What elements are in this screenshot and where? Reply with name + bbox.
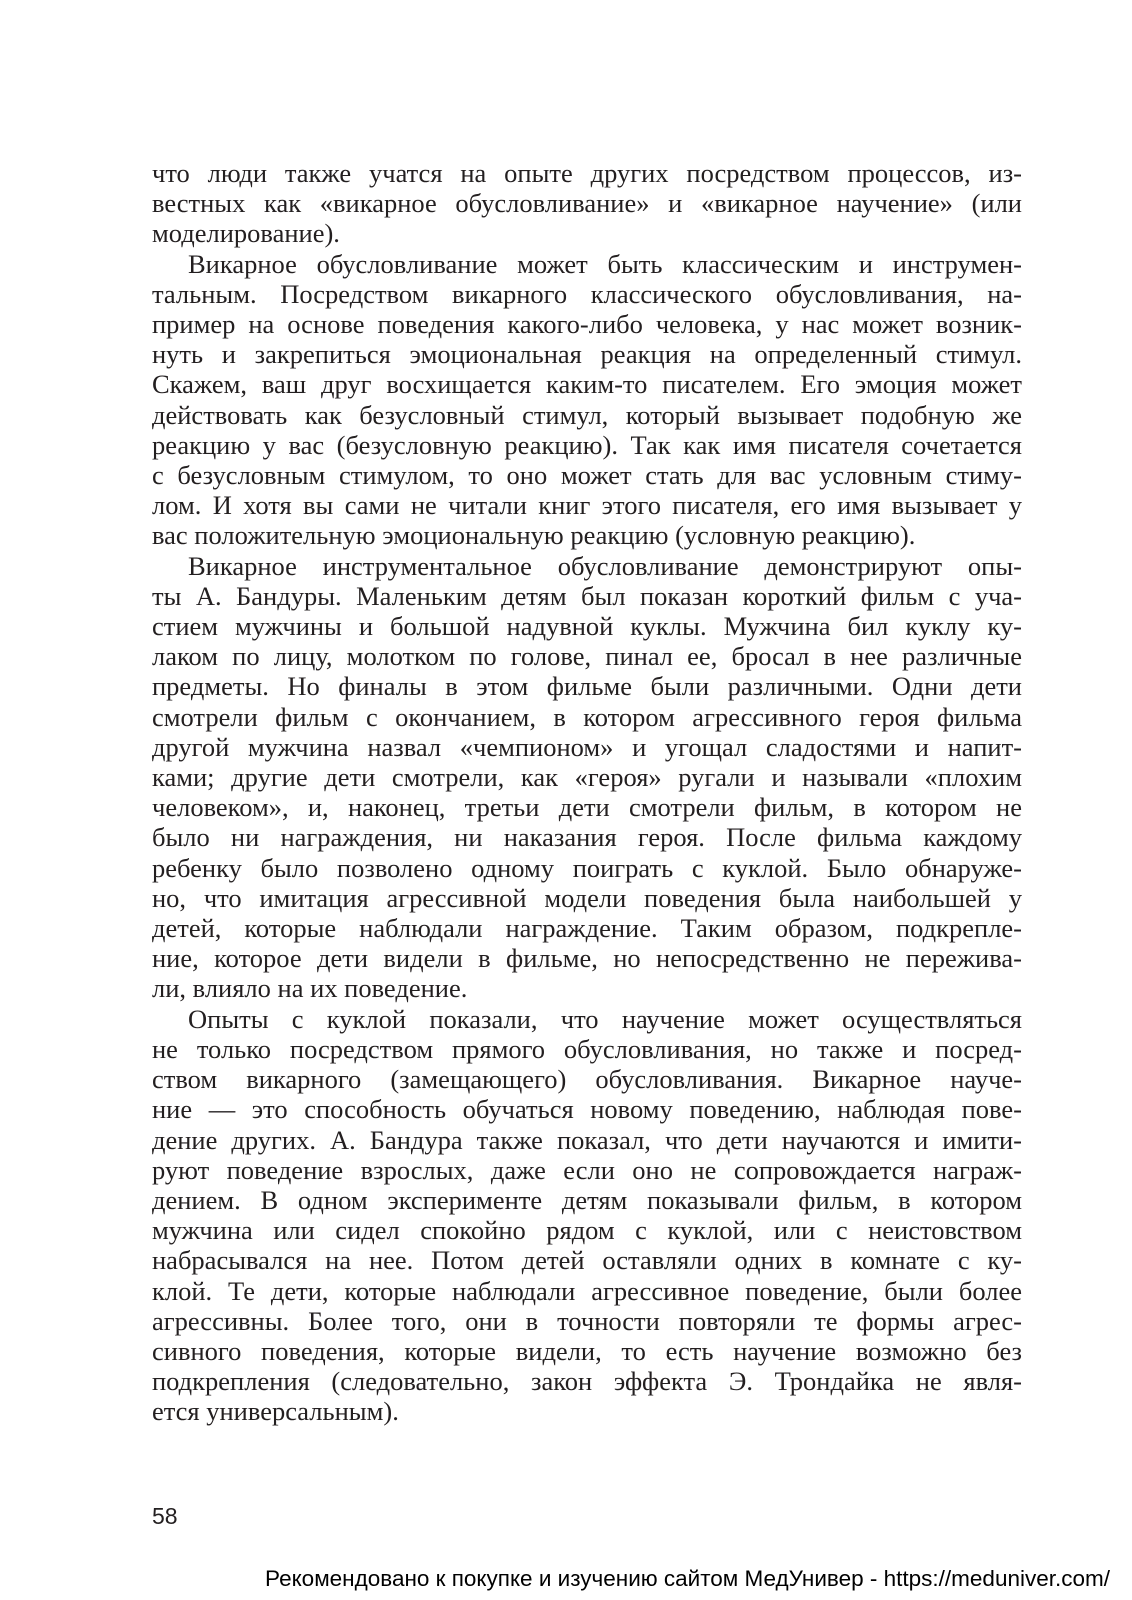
text-line: дение других. А. Бандура также показал, что дети научаются и имити- xyxy=(152,1124,1022,1155)
text-line: лом. И хотя вы сами не читали книг этого писателя, его имя вызывает у xyxy=(152,490,1022,521)
text-line: действовать как безусловный стимул, который вызывает подобную же xyxy=(152,399,1022,430)
text-line: пример на основе поведения какого-либо человека, у нас может возник- xyxy=(152,309,1022,340)
text-line: ребенку было позволено одному поиграть с куклой. Было обнаруже- xyxy=(152,852,1022,883)
text-line: агрессивны. Более того, они в точности повторяли те формы агрес- xyxy=(152,1305,1022,1336)
text-line: дением. В одном эксперименте детям показывали фильм, в котором xyxy=(152,1184,1022,1215)
text-line: не только посредством прямого обусловливания, но также и посред- xyxy=(152,1033,1022,1064)
text-line: человеком», и, наконец, третьи дети смотрели фильм, в котором не xyxy=(152,792,1022,823)
paragraph xyxy=(152,1004,1022,1427)
text-line: нуть и закрепиться эмоциональная реакция на определенный стимул. xyxy=(152,339,1022,370)
text-line: было ни награждения, ни наказания героя. После фильма каждому xyxy=(152,822,1022,853)
paragraph xyxy=(152,249,1022,551)
text-line: клой. Те дети, которые наблюдали агрессивное поведение, были более xyxy=(152,1275,1022,1306)
text-line: Скажем, ваш друг восхищается каким-то писателем. Его эмоция может xyxy=(152,369,1022,400)
text-line: другой мужчина назвал «чемпионом» и угощал сладостями и напит- xyxy=(152,731,1022,762)
text-line: ли, влияло на их поведение. xyxy=(152,973,468,1004)
text-line: с безусловным стимулом, то оно может стать для вас условным стиму- xyxy=(152,460,1022,491)
text-line: стием мужчины и большой надувной куклы. Мужчина бил куклу ку- xyxy=(152,611,1022,642)
text-line: детей, которые наблюдали награждение. Таким образом, подкрепле- xyxy=(152,913,1022,944)
text-line: вас положительную эмоциональную реакцию (условную реакцию). xyxy=(152,520,916,551)
text-line: что люди также учатся на опыте других посредством процессов, из- xyxy=(152,158,1022,188)
text-line: мужчина или сидел спокойно рядом с куклой, или с неистовством xyxy=(152,1215,1022,1246)
text-line: но, что имитация агрессивной модели поведения была наибольшей у xyxy=(152,882,1022,913)
text-line: ние — это способность обучаться новому поведению, наблюдая пове- xyxy=(152,1094,1022,1125)
text-line: лаком по лицу, молотком по голове, пинал ее, бросал в нее различные xyxy=(152,641,1022,672)
text-line: Викарное инструментальное обусловливание демонстрируют опы- xyxy=(188,550,1022,581)
paragraph xyxy=(152,158,1022,249)
text-line: ты А. Бандуры. Маленьким детям был показан короткий фильм с уча- xyxy=(152,580,1022,611)
text-line: ками; другие дети смотрели, как «героя» ругали и называли «плохим xyxy=(152,762,1022,793)
text-line: набрасывался на нее. Потом детей оставляли одних в комнате с ку- xyxy=(152,1245,1022,1276)
page-number: 58 xyxy=(152,1503,178,1529)
text-line: реакцию у вас (безусловную реакцию). Так как имя писателя сочетается xyxy=(152,429,1022,460)
text-line: моделирование). xyxy=(152,218,340,249)
text-line: Викарное обусловливание может быть классическим и инструмен- xyxy=(188,248,1022,279)
text-line: ством викарного (замещающего) обусловливания. Викарное науче- xyxy=(152,1064,1022,1095)
text-line: подкрепления (следовательно, закон эффекта Э. Трондайка не явля- xyxy=(152,1366,1022,1397)
text-line: ние, которое дети видели в фильме, но непосредственно не пережива- xyxy=(152,943,1022,974)
text-line: Опыты с куклой показали, что научение может осуществляться xyxy=(188,1003,1022,1034)
text-line: сивного поведения, которые видели, то есть научение возможно без xyxy=(152,1335,1022,1366)
text-line: смотрели фильм с окончанием, в котором агрессивного героя фильма xyxy=(152,701,1022,732)
paragraph xyxy=(152,551,1022,1004)
text-line: ется универсальным). xyxy=(152,1396,399,1427)
body-text xyxy=(152,158,1022,1427)
text-line: вестных как «викарное обусловливание» и «викарное научение» (или xyxy=(152,188,1022,219)
footer-recommendation: Рекомендовано к покупке и изучению сайтом МедУнивер - https://meduniver.com/ xyxy=(265,1566,1110,1591)
text-line: тальным. Посредством викарного классического обусловливания, на- xyxy=(152,278,1022,309)
text-line: предметы. Но финалы в этом фильме были различными. Одни дети xyxy=(152,671,1022,702)
text-line: руют поведение взрослых, даже если оно не сопровождается награж- xyxy=(152,1154,1022,1185)
